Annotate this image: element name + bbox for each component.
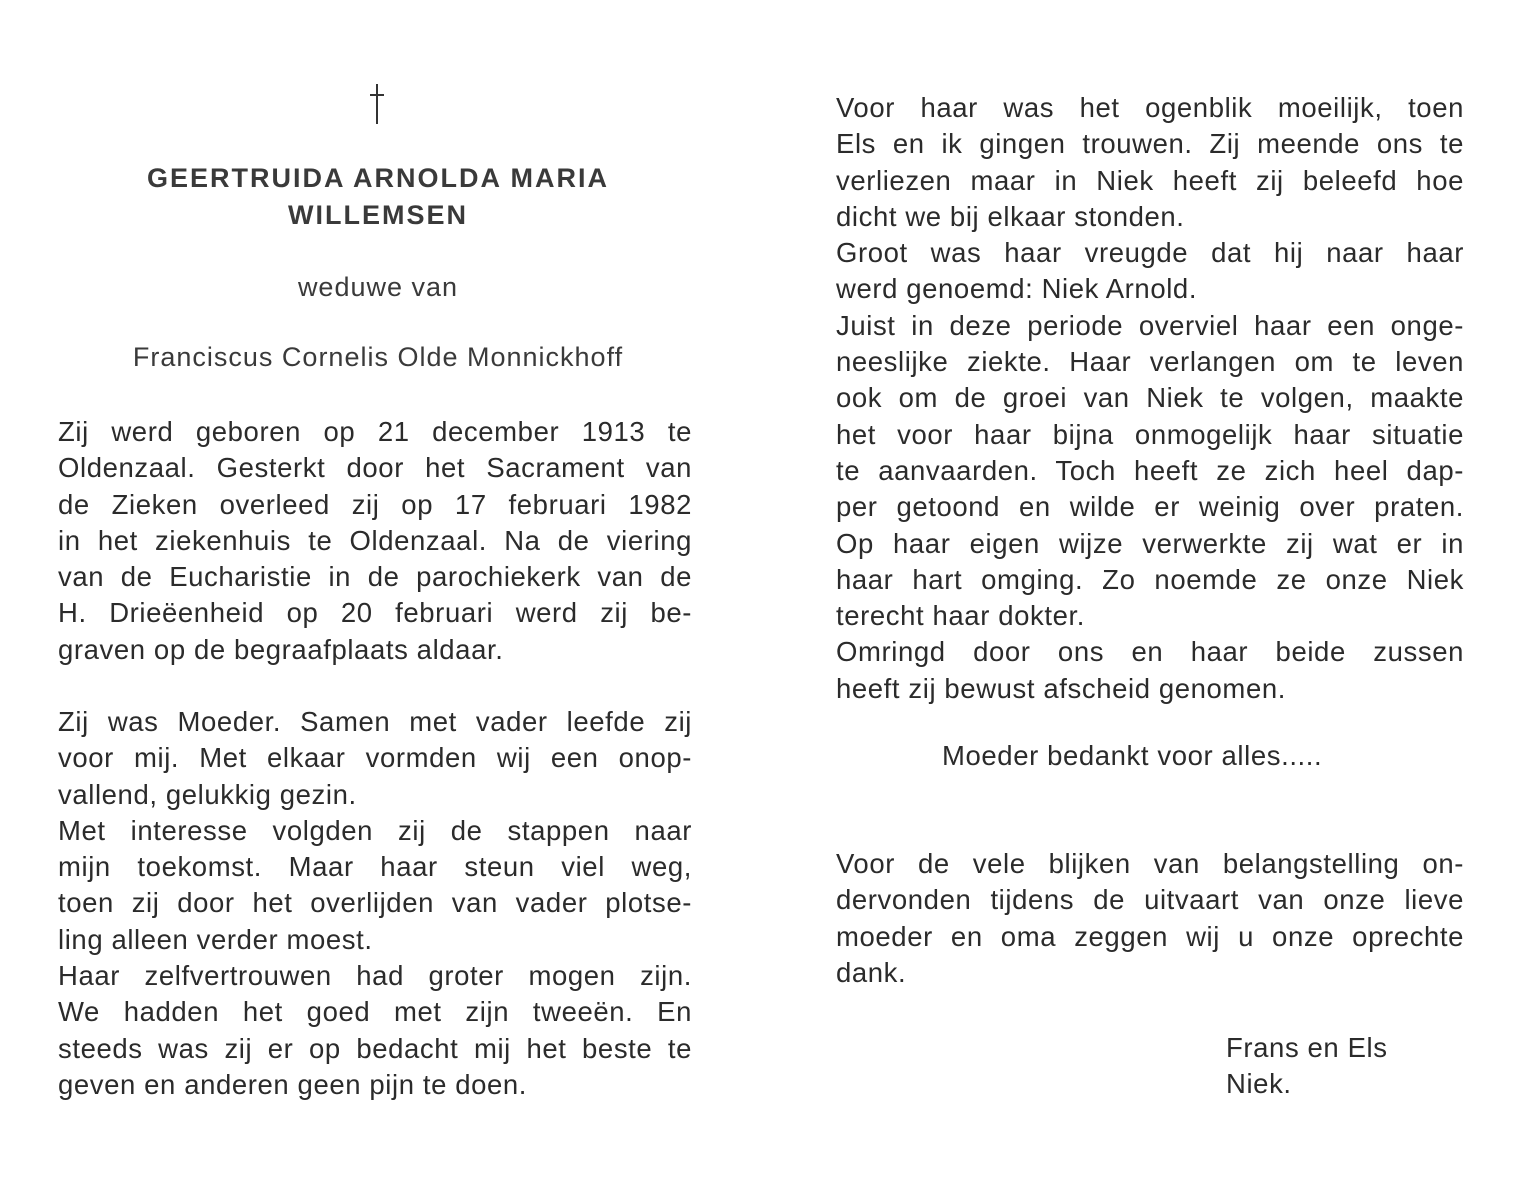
- text-line: het voor haar bijna onmogelijk haar situatie: [836, 418, 1464, 450]
- deceased-name-line1: GEERTRUIDA ARNOLDA MARIA: [147, 163, 609, 193]
- text-line: neeslijke ziekte. Haar verlangen om te leven: [836, 346, 1464, 378]
- signature: [1226, 1030, 1388, 1102]
- text-line: Op haar eigen wijze verwerkte zij wat er in: [836, 527, 1464, 559]
- text-line: Zij werd geboren op 21 december 1913 te: [58, 416, 692, 447]
- text-line: werd genoemd: Niek Arnold.: [836, 273, 1198, 305]
- signature-line2: Niek.: [1226, 1068, 1292, 1099]
- text-line: vallend, gelukkig gezin.: [58, 778, 357, 810]
- text-line: terecht haar dokter.: [836, 600, 1085, 632]
- text-line: dicht we bij elkaar stonden.: [836, 200, 1185, 232]
- spouse-name: Franciscus Cornelis Olde Monnickhoff: [132, 342, 624, 372]
- text-line: Haar zelfvertrouwen had groter mogen zijn.: [58, 960, 692, 992]
- text-line: mijn toekomst. Maar haar steun viel weg,: [58, 851, 692, 883]
- cross-icon: [366, 84, 390, 124]
- text-line: Voor de vele blijken van belangstelling on-: [836, 848, 1464, 879]
- widow-of-label: weduwe van: [297, 272, 459, 302]
- text-line: H. Drieëenheid op 20 februari werd zij be-: [58, 597, 692, 629]
- text-line: per getoond en wilde er weinig over praten.: [836, 491, 1464, 523]
- text-line: geven en anderen geen pijn te doen.: [58, 1068, 528, 1100]
- biography-paragraph: [58, 414, 692, 668]
- text-line: steeds was zij er op bedacht mij het beste te: [58, 1032, 692, 1064]
- text-line: haar hart omging. Zo noemde ze onze Niek: [836, 563, 1464, 595]
- text-line: de Zieken overleed zij op 17 februari 1982: [58, 488, 692, 520]
- thanks-mother: Moeder bedankt voor alles.....: [942, 740, 1323, 771]
- text-line: Juist in deze periode overviel haar een onge-: [836, 309, 1464, 341]
- deceased-name-line2: WILLEMSEN: [288, 200, 468, 230]
- memory-paragraph-right: [836, 90, 1464, 707]
- text-line: te aanvaarden. Toch heeft ze zich heel dap-: [836, 454, 1464, 486]
- text-line: dervonden tijdens de uitvaart van onze lieve: [836, 884, 1464, 916]
- text-line: dank.: [836, 956, 907, 988]
- text-line: van de Eucharistie in de parochiekerk van de: [58, 561, 692, 593]
- text-line: graven op de begraafplaats aldaar.: [58, 633, 504, 665]
- text-line: Oldenzaal. Gesterkt door het Sacrament van: [58, 452, 692, 484]
- text-line: Omringd door ons en haar beide zussen: [836, 636, 1464, 668]
- memory-paragraph-left: [58, 704, 692, 1103]
- text-line: Els en ik gingen trouwen. Zij meende ons te: [836, 128, 1464, 160]
- text-line: in het ziekenhuis te Oldenzaal. Na de viering: [58, 524, 692, 556]
- text-line: voor mij. Met elkaar vormden wij een onop-: [58, 742, 692, 774]
- text-line: Voor haar was het ogenblik moeilijk, toen: [836, 92, 1464, 123]
- text-line: Zij was Moeder. Samen met vader leefde zij: [58, 706, 692, 737]
- gratitude-paragraph: [836, 846, 1464, 991]
- text-line: verliezen maar in Niek heeft zij beleefd hoe: [836, 164, 1464, 196]
- text-line: ook om de groei van Niek te volgen, maakte: [836, 382, 1464, 414]
- text-line: moeder en oma zeggen wij u onze oprechte: [836, 920, 1464, 952]
- text-line: Met interesse volgden zij de stappen naar: [58, 814, 692, 846]
- text-line: Groot was haar vreugde dat hij naar haar: [836, 237, 1464, 269]
- text-line: We hadden het goed met zijn tweeën. En: [58, 996, 692, 1028]
- text-line: heeft zij bewust afscheid genomen.: [836, 672, 1286, 704]
- text-line: toen zij door het overlijden van vader plotse-: [58, 887, 692, 919]
- text-line: ling alleen verder moest.: [58, 923, 373, 955]
- signature-line1: Frans en Els: [1226, 1032, 1388, 1063]
